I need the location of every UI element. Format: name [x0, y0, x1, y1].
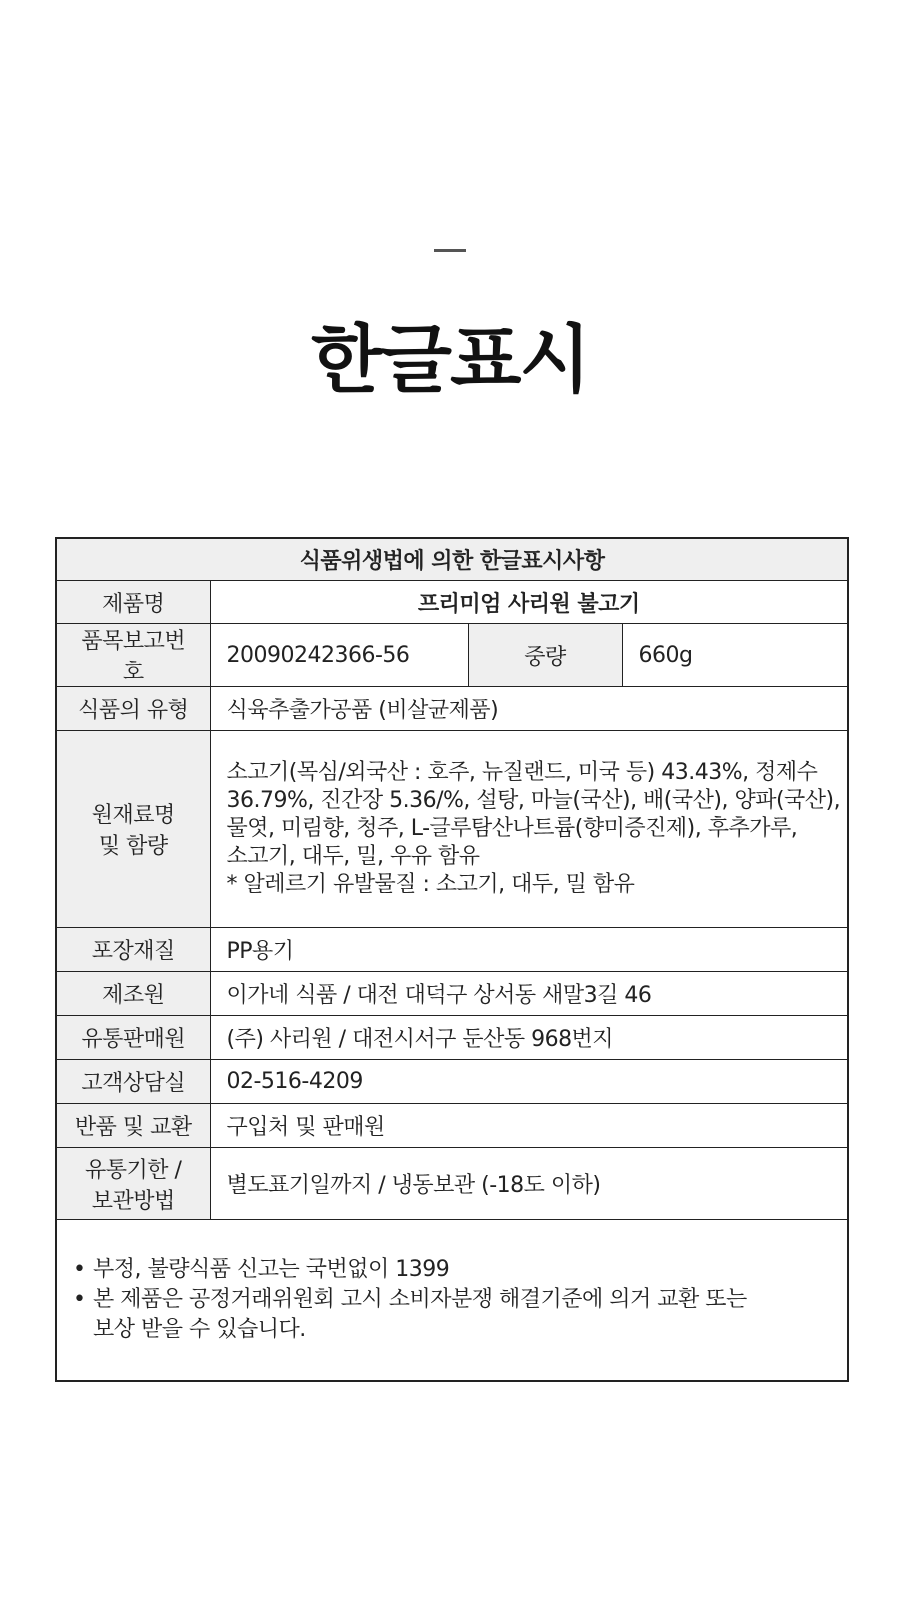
distributor-label: 유통판매원 — [56, 1016, 210, 1060]
packaging-label: 포장재질 — [56, 928, 210, 972]
customer-service-value: 02-516-4209 — [210, 1060, 848, 1104]
report-number-value: 20090242366-56 — [210, 624, 468, 687]
note-line: 부정, 불량식품 신고는 국번없이 1399 — [93, 1257, 450, 1282]
expiry-value: 별도표기일까지 / 냉동보관 (-18도 이하) — [210, 1148, 848, 1220]
ingredients-line: 소고기, 대두, 밀, 우유 함유 — [226, 844, 480, 869]
bullet-icon: • — [73, 1257, 86, 1282]
customer-service-label: 고객상담실 — [56, 1060, 210, 1104]
table-row — [56, 972, 848, 1016]
food-type-label: 식품의 유형 — [56, 687, 210, 731]
allergen-line: * 알레르기 유발물질 : 소고기, 대두, 밀 함유 — [226, 872, 635, 897]
weight-value: 660g — [622, 624, 848, 687]
notes-section — [56, 1220, 848, 1382]
returns-label: 반품 및 교환 — [56, 1104, 210, 1148]
table-row — [56, 1016, 848, 1060]
product-name-label: 제품명 — [56, 581, 210, 624]
food-type-value: 식육추출가공품 (비살균제품) — [210, 687, 848, 731]
returns-value: 구입처 및 판매원 — [210, 1104, 848, 1148]
list-item — [73, 1255, 831, 1285]
title-divider — [434, 249, 466, 252]
ingredients-line: 물엿, 미림향, 청주, L-글루탐산나트륨(향미증진제), 후추가루, — [226, 816, 798, 841]
table-row — [56, 624, 848, 687]
manufacturer-value: 이가네 식품 / 대전 대덕구 상서동 새말3길 46 — [210, 972, 848, 1016]
table-row — [56, 1060, 848, 1104]
distributor-value: (주) 사리원 / 대전시서구 둔산동 968번지 — [210, 1016, 848, 1060]
table-row — [56, 731, 848, 928]
ingredients-line: 36.79%, 진간장 5.36/%, 설탕, 마늘(국산), 배(국산), 양파(국산), — [226, 788, 841, 813]
ingredients-label-line1: 원재료명 — [91, 803, 175, 828]
table-row — [56, 1104, 848, 1148]
table-caption: 식품위생법에 의한 한글표시사항 — [56, 538, 848, 581]
page-title: 한글표시 — [311, 317, 589, 403]
ingredients-line: 소고기(목심/외국산 : 호주, 뉴질랜드, 미국 등) 43.43%, 정제수 — [226, 760, 818, 785]
food-label-table — [55, 537, 849, 1382]
report-number-label: 품목보고번호 — [56, 624, 210, 687]
list-item — [73, 1285, 831, 1345]
ingredients-label-line2: 및 함량 — [98, 834, 168, 859]
expiry-label-line2: 보관방법 — [91, 1188, 175, 1214]
ingredients-value — [210, 731, 848, 928]
note-line: 보상 받을 수 있습니다. — [93, 1317, 306, 1342]
expiry-label — [56, 1148, 210, 1220]
product-name-value: 프리미엄 사리원 불고기 — [210, 581, 848, 624]
manufacturer-label: 제조원 — [56, 972, 210, 1016]
packaging-value: PP용기 — [210, 928, 848, 972]
weight-label: 중량 — [468, 624, 622, 687]
ingredients-label — [56, 731, 210, 928]
note-line: 본 제품은 공정거래위원회 고시 소비자분쟁 해결기준에 의거 교환 또는 — [93, 1287, 747, 1312]
table-row — [56, 687, 848, 731]
table-row — [56, 1148, 848, 1220]
expiry-label-line1: 유통기한 / — [85, 1157, 182, 1183]
table-row — [56, 581, 848, 624]
table-row — [56, 928, 848, 972]
bullet-icon: • — [73, 1287, 86, 1312]
